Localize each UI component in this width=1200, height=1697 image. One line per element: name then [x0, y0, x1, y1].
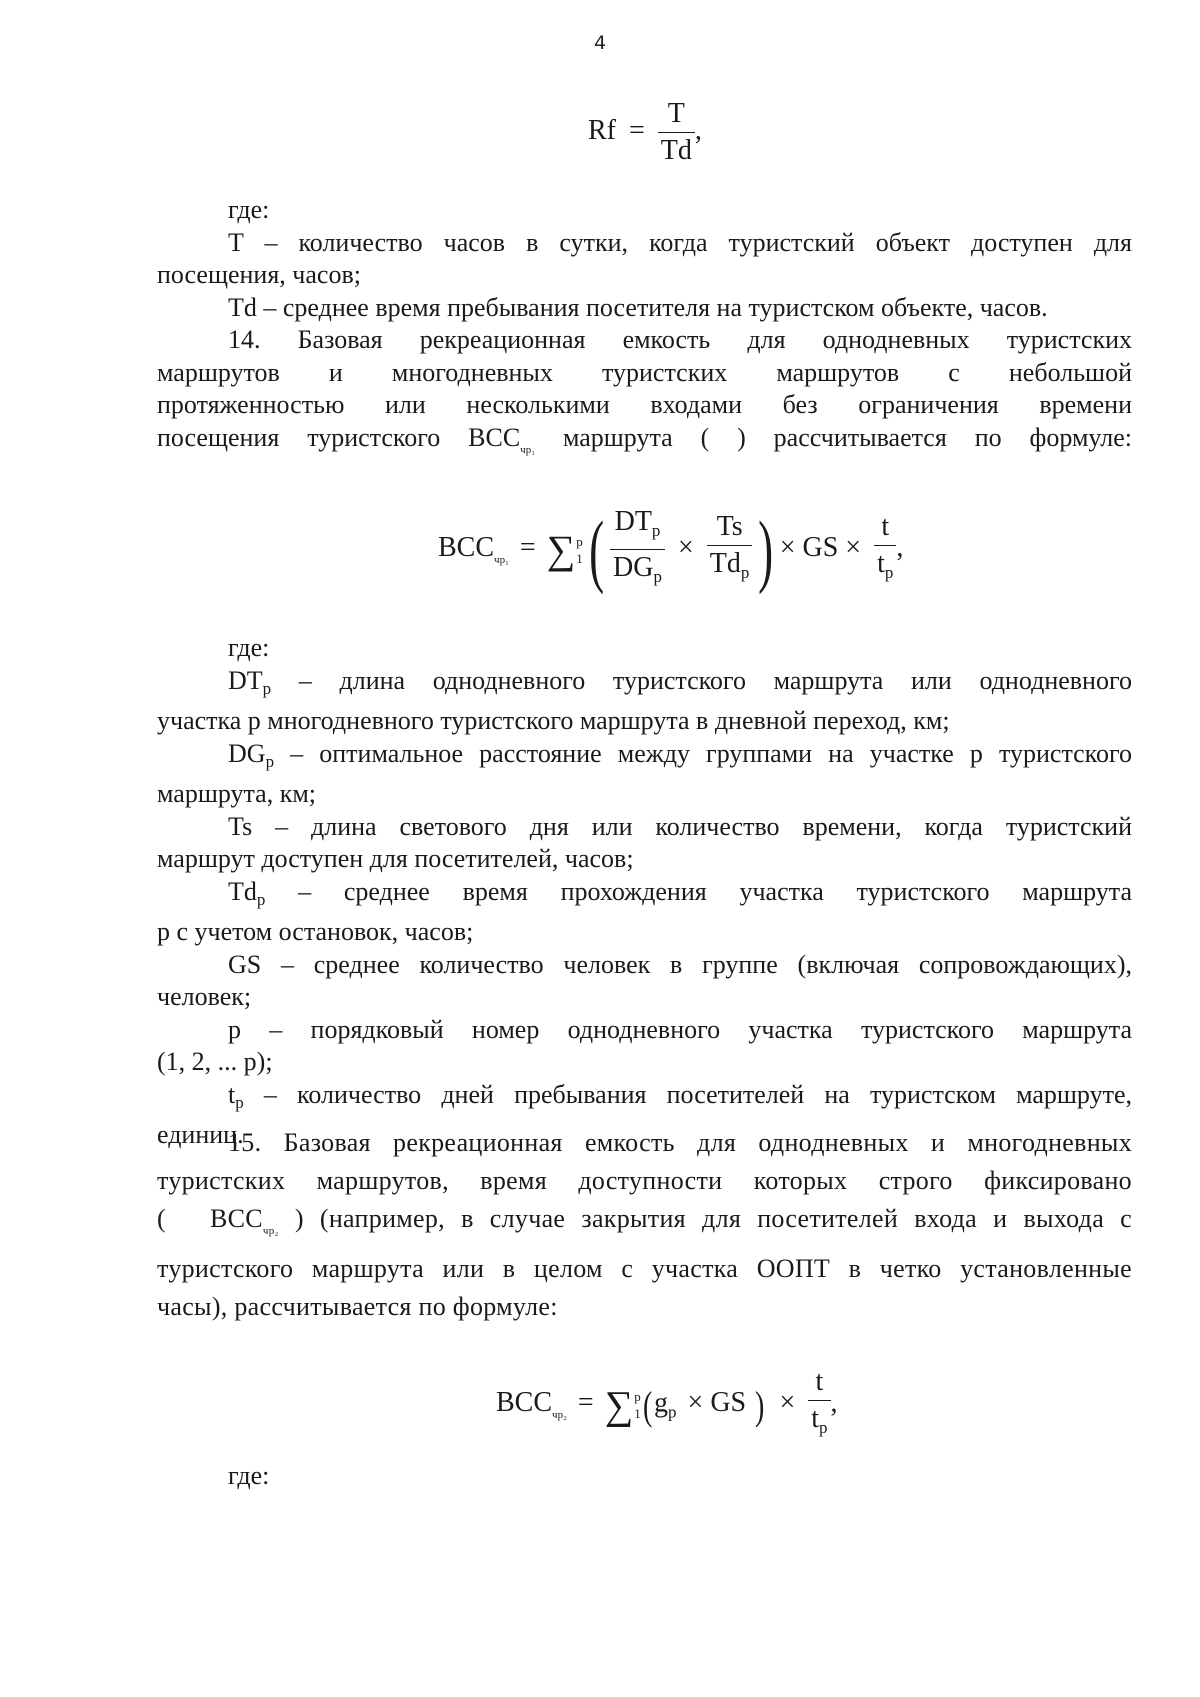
paren-close: )	[758, 503, 774, 595]
def-DT-line-1: DTp – длина однодневного туристского маршрута или однодневного	[228, 665, 1132, 698]
fraction-ts-td: $\frac{Ts}{Td_p}$	[707, 509, 753, 591]
p14-symbol: $BCC_{чр_1}$	[468, 422, 536, 456]
sum-limits: p 1	[576, 533, 583, 566]
def-GS-line-1: GS – среднее количество человек в группе (включая сопровождающих),	[228, 949, 1132, 979]
paragraph-14	[157, 324, 1132, 466]
formula-rf-fraction	[658, 96, 695, 169]
definitions-block-2	[157, 632, 1132, 1152]
formula-bcc2: $BCC_{чр_2}$ = ∑ p 1 ($g_p$ × GS ) × $\frac{t}{t_p}$ ,	[496, 1364, 838, 1446]
where-label-1: где:	[228, 195, 270, 224]
def-T-line-2: посещения, часов;	[157, 260, 361, 289]
p15-line-5: часы), рассчитывается по формуле:	[157, 1292, 558, 1321]
def-Tdp	[157, 876, 1132, 949]
where-final-text: где:	[228, 1461, 270, 1490]
p14-line-2: маршрутов и многодневных туристских маршрутов с небольшой	[157, 357, 1132, 387]
p15-symbol: $BCC_{чр_2}$	[209, 1204, 279, 1237]
formula-bcc1-lhs: $BCC_{чр_1}$	[438, 531, 509, 566]
def-Ts-line-1: Ts – длина светового дня или количество времени, когда туристский	[228, 811, 1132, 841]
def-Ts-line-2: маршрут доступен для посетителей, часов;	[157, 844, 634, 873]
def-T	[157, 227, 1132, 292]
def-DT	[157, 665, 1132, 738]
def-GS-line-2: человек;	[157, 982, 252, 1011]
definitions-block-1	[157, 194, 1132, 466]
def-Tdp-line-2: р с учетом остановок, часов;	[157, 917, 474, 946]
p15-line-1: 15. Базовая рекреационная емкость для однодневных и многодневных	[228, 1128, 1132, 1157]
p14-line-1: 14. Базовая рекреационная емкость для однодневных туристских	[228, 325, 1132, 354]
formula-rf-comma: ,	[694, 114, 702, 146]
where-label-3	[157, 1460, 1132, 1493]
formula-rf-denominator: Td	[660, 135, 692, 166]
where-label-2: где:	[228, 633, 270, 662]
formula-rf-lhs: Rf	[588, 114, 616, 146]
def-DT-line-2: участка р многодневного туристского маршрута в дневной переход, км;	[157, 706, 950, 735]
page-number: 4	[593, 32, 607, 54]
p14-line-4-post: маршрута ( ) рассчитывается по формуле:	[562, 422, 1133, 452]
formula-bcc2-comma: ,	[830, 1387, 838, 1419]
p14-line-4-pre: посещения туристского	[157, 422, 441, 452]
p14-line-4	[157, 422, 1132, 467]
inner-times-gs: × GS	[687, 1387, 747, 1419]
fraction-t-tp-2: $\frac{t}{t_p}$	[808, 1364, 830, 1446]
paren-open: (	[588, 503, 604, 595]
def-p	[157, 1014, 1132, 1079]
def-DG-line-2: маршрута, км;	[157, 779, 317, 808]
fraction-dt-dg: $\frac{DT_p}{DG_p}$	[610, 504, 665, 595]
fraction-t-tp: $\frac{t}{t_p}$	[874, 509, 896, 591]
def-p-line-1: р – порядковый номер однодневного участка туристского маршрута	[228, 1014, 1132, 1044]
sum-symbol-2: ∑	[604, 1382, 634, 1428]
paragraph-15	[157, 1124, 1132, 1326]
formula-rf	[588, 96, 702, 169]
p14-line-3: протяженностью или несколькими входами без ограничения времени	[157, 390, 1132, 419]
formula-bcc2-eq: =	[577, 1387, 594, 1419]
formula-rf-numerator: T	[658, 96, 695, 133]
p15-line-4: туристского маршрута или в целом с участка ООПТ в четко установленные	[157, 1254, 1132, 1283]
def-Tdp-line-1: Tdp – среднее время прохождения участка туристского маршрута	[228, 876, 1132, 909]
times-gs: × GS ×	[779, 531, 862, 563]
sum-symbol: ∑	[546, 527, 576, 572]
p15-line-2: туристских маршрутов, время доступности которых строго фиксировано	[157, 1166, 1132, 1195]
times-1: ×	[677, 531, 694, 563]
def-Td: Td – среднее время пребывания посетителя на туристском объекте, часов.	[228, 292, 1048, 322]
def-p-line-2: (1, 2, ... p);	[157, 1047, 273, 1076]
times-3: ×	[779, 1387, 796, 1419]
sum-limits-2: p 1	[634, 1389, 641, 1421]
inner-g: g	[654, 1387, 669, 1419]
def-DG	[157, 738, 1132, 811]
formula-bcc1-eq: =	[519, 531, 536, 563]
formula-bcc1	[438, 504, 903, 595]
p15-line-3: ( $BCC_{чр_2}$ ) (например, в случае закрытия для посетителей входа и выхода с	[157, 1204, 1132, 1237]
def-tp-line-1: tp – количество дней пребывания посетителей на туристском маршруте,	[228, 1079, 1132, 1112]
def-Ts	[157, 811, 1132, 876]
paren-close-2: )	[755, 1382, 765, 1428]
def-tp-line-2: единиц.	[157, 1120, 244, 1149]
def-GS	[157, 949, 1132, 1014]
formula-rf-eq: =	[629, 114, 645, 146]
def-DG-line-1: DGp – оптимальное расстояние между группами на участке р туристского	[228, 738, 1132, 771]
def-T-line-1: T – количество часов в сутки, когда туристский объект доступен для	[228, 227, 1132, 257]
formula-bcc1-comma: ,	[896, 531, 904, 563]
formula-bcc2-lhs: $BCC_{чр_2}$	[496, 1387, 567, 1422]
paren-open-2: (	[642, 1382, 653, 1428]
